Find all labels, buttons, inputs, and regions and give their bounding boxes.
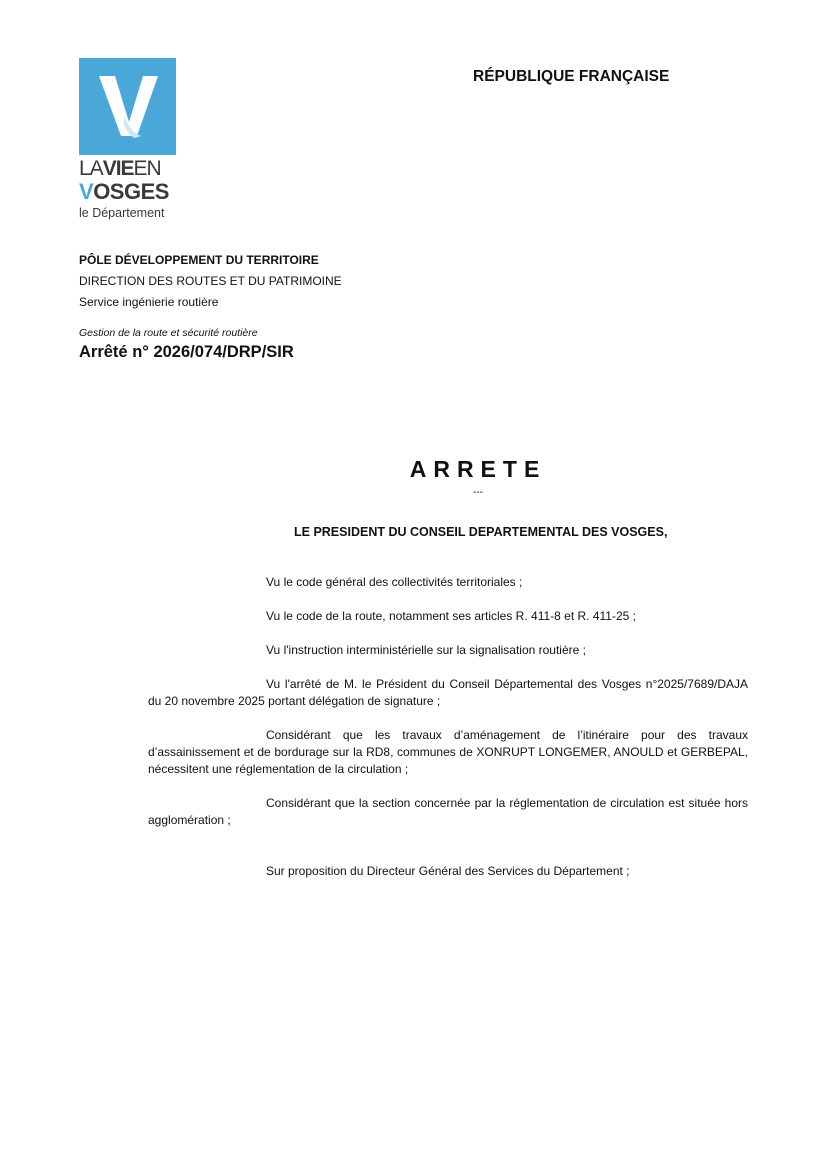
considerant-paragraph: Considérant que les travaux d’aménagement de l’itinéraire pour des travaux d’assainissement et de bordurage sur la RD8, communes de XONRUPT LONGEMER, ANOULD et GERBEPAL, nécessitent une réglementation de la circulation ; <box>148 728 748 776</box>
proposition-paragraph: Sur proposition du Directeur Général des Services du Département ; <box>266 864 630 878</box>
direction-name: DIRECTION DES ROUTES ET DU PATRIMOINE <box>79 274 342 288</box>
visa-paragraph: Vu l'arrêté de M. le Président du Conseil Départemental des Vosges n°2025/7689/DAJA du 20 novembre 2025 portant délégation de signature ; <box>148 677 748 708</box>
vosges-logo-v-icon <box>79 58 176 155</box>
subject-category: Gestion de la route et sécurité routière <box>79 327 258 339</box>
republique-francaise-heading: RÉPUBLIQUE FRANÇAISE <box>473 68 670 85</box>
service-name: Service ingénierie routière <box>79 295 219 309</box>
considerant-paragraph: Considérant que la section concernée par la réglementation de circulation est située hors agglomération ; <box>148 796 748 827</box>
issuer-heading: LE PRESIDENT DU CONSEIL DEPARTEMENTAL DES VOSGES, <box>294 525 668 539</box>
logo-line-2: VOSGES <box>79 179 169 204</box>
document-title: ARRETE <box>409 456 547 482</box>
title-separator: --- <box>473 487 483 498</box>
visa-paragraph: Vu le code de la route, notamment ses articles R. 411-8 et R. 411-25 ; <box>266 609 636 623</box>
vosges-logo-wordmark <box>79 158 189 221</box>
visa-paragraph: Vu le code général des collectivités territoriales ; <box>266 575 523 589</box>
visa-paragraph: Vu l'instruction interministérielle sur la signalisation routière ; <box>266 643 586 657</box>
arrete-number: Arrêté n° 2026/074/DRP/SIR <box>79 343 294 361</box>
logo-line-1: LAVIEEN <box>79 157 161 180</box>
pole-name: PÔLE DÉVELOPPEMENT DU TERRITOIRE <box>79 253 319 267</box>
logo-line-3: le Département <box>79 206 165 220</box>
service-block <box>79 250 342 313</box>
